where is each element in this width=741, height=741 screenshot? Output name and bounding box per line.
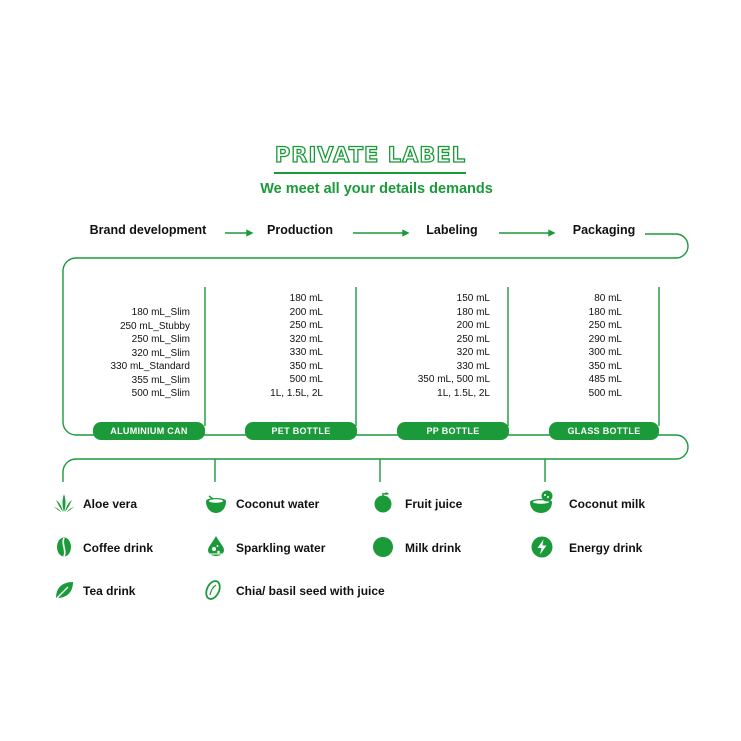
energy-drink-icon	[531, 536, 553, 558]
pp-bottle-volumes	[390, 292, 490, 400]
tea-leaf-icon	[53, 579, 75, 601]
volume-item: 80 mL	[594, 293, 622, 304]
glass-bottle-badge: GLASS BOTTLE	[549, 422, 659, 440]
volume-item: 320 mL	[456, 347, 490, 358]
aluminium-can-volumes	[90, 306, 190, 401]
volume-item: 355 mL_Slim	[131, 374, 190, 386]
volume-item: 250 mL_Stubby	[119, 320, 190, 332]
volume-item: 290 mL	[588, 333, 622, 345]
drink-fruit-juice: Fruit juice	[405, 497, 463, 511]
volume-item: 250 mL	[289, 320, 323, 331]
volume-item: 320 mL_Slim	[131, 347, 190, 359]
drink-sparkling-water: Sparkling water	[236, 541, 326, 555]
milk-drink-icon	[372, 536, 394, 558]
pp-bottle-badge: PP BOTTLE	[397, 422, 509, 440]
volume-item: 330 mL	[289, 347, 323, 358]
volume-item: 250 mL	[456, 333, 490, 345]
title-underline	[274, 172, 466, 174]
volume-item: 250 mL_Slim	[131, 334, 190, 345]
aloe-vera-icon	[53, 492, 75, 514]
pet-bottle-badge: PET BOTTLE	[245, 422, 357, 440]
volume-item: 250 mL	[588, 320, 622, 331]
coconut-milk-icon	[529, 490, 555, 514]
step-production: Production	[267, 223, 333, 237]
drink-chia-basil-seed: Chia/ basil seed with juice	[236, 584, 385, 598]
coffee-bean-icon	[53, 536, 75, 558]
volume-item: 200 mL	[289, 306, 323, 318]
step-packaging: Packaging	[572, 223, 636, 237]
drink-tea: Tea drink	[83, 584, 136, 598]
volume-item: 1L, 1.5L, 2L	[270, 387, 323, 399]
step-brand-development: Brand development	[89, 223, 207, 237]
volume-item: 150 mL	[456, 293, 490, 304]
volume-item: 180 mL_Slim	[131, 307, 190, 318]
aluminium-can-badge: ALUMINIUM CAN	[93, 422, 205, 440]
volume-item: 300 mL	[588, 347, 622, 358]
page-title: PRIVATE LABEL	[274, 143, 467, 167]
volume-item: 180 mL	[289, 293, 323, 304]
volume-item: 350 mL	[289, 360, 323, 372]
drink-coconut-milk: Coconut milk	[569, 497, 646, 511]
volume-item: 1L, 1.5L, 2L	[437, 387, 490, 399]
volume-item: 485 mL	[588, 374, 622, 385]
sparkling-water-icon	[205, 535, 227, 557]
volume-item: 500 mL	[588, 387, 622, 399]
volume-item: 500 mL	[289, 374, 323, 385]
coconut-water-icon	[205, 492, 227, 514]
volume-item: 180 mL	[588, 306, 622, 318]
drink-energy: Energy drink	[569, 541, 643, 555]
volume-item: 200 mL	[456, 320, 490, 331]
volume-item: 350 mL	[588, 360, 622, 372]
volume-item: 180 mL	[456, 306, 490, 318]
fruit-juice-icon	[372, 491, 394, 513]
glass-bottle-volumes	[560, 292, 622, 400]
page-subtitle: We meet all your details demands	[260, 181, 493, 197]
volume-item: 330 mL_Standard	[110, 361, 190, 372]
volume-item: 350 mL, 500 mL	[417, 374, 490, 385]
step-labeling: Labeling	[426, 223, 478, 237]
drink-coffee: Coffee drink	[83, 541, 154, 555]
drink-coconut-water: Coconut water	[236, 497, 320, 511]
volume-item: 500 mL_Slim	[131, 388, 190, 399]
drink-aloe-vera: Aloe vera	[83, 497, 138, 511]
volume-item: 320 mL	[289, 333, 323, 345]
drink-milk: Milk drink	[405, 541, 462, 555]
chia-seed-icon	[202, 579, 224, 601]
pet-bottle-volumes	[243, 292, 323, 400]
volume-item: 330 mL	[456, 360, 490, 372]
